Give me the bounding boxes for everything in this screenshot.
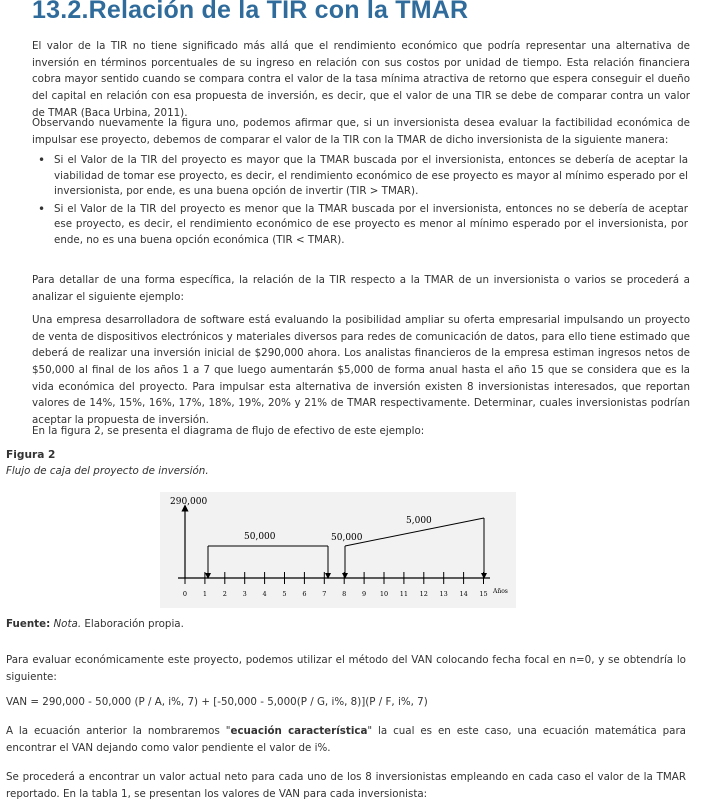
- year-label: 5: [282, 590, 287, 598]
- section-heading: 13.2.Relación de la TIR con la TMAR: [32, 0, 469, 24]
- year-label: 11: [399, 590, 409, 598]
- gradient-label: 5,000: [406, 516, 432, 526]
- p7-post: " la cual es en este caso, una ecuación matemática para encontrar el VAN dejando como valor pendiente el valor de i%.: [6, 725, 686, 754]
- content-card: [24, 0, 694, 440]
- year-label: 10: [379, 590, 389, 598]
- figure-label: Figura 2: [6, 449, 56, 461]
- paragraph-example: Una empresa desarrolladora de software está evaluando la posibilidad ampliar su oferta empresarial impulsando un proyecto de venta de dispositivos electrónicos y materiales diversos para redes de comunicación de datos, para ello tiene estimado que deberá de realizar una inversión inicial de $290,000 ahora. Los analistas financieros de la empresa estiman ingresos netos de $50,000 al final de los años 1 a 7 que luego aumentarán $5,000 de forma anual hasta el año 15 que se considera que es la vida económica del proyecto. Para impulsar esta alternativa de inversión existen 8 inversionistas interesados, que reportan valores de 14%, 15%, 16%, 17%, 18%, 19%, 20% y 21% de TMAR respectivamente. Determinar, cuales inversionistas podrían aceptar la propuesta de inversión.: [32, 314, 690, 426]
- year-labels: [183, 590, 488, 598]
- cash-flow-diagram: [160, 492, 516, 608]
- year-label: 0: [182, 590, 188, 598]
- year-label: 2: [222, 590, 227, 598]
- year-label: 13: [439, 590, 448, 598]
- investment-label: 290,000: [170, 497, 208, 507]
- paragraph-tir-meaning: El valor de la TIR no tiene significado más allá que el rendimiento económico que podría representar una alternativa de inversión en términos porcentuales de su ingreso en relación con sus costos por unidad de tiempo. Esta relación financiera cobra mayor sentido cuando se compara contra el valor de la tasa mínima atractiva de retorno que espera conseguir el dueño del capital en relación con esa propuesta de inversión, es decir, que el valor de una TIR se debe de comparar contra un valor de TMAR (Baca Urbina, 2011).: [32, 40, 690, 119]
- p7-bold: ecuación característica: [230, 725, 368, 738]
- p7-pre: A la ecuación anterior la nombraremos ": [6, 725, 231, 738]
- paragraph-van-method: Para evaluar económicamente este proyecto, podemos utilizar el método del VAN colocando fecha focal en n=0, y se obtendría lo siguiente:: [6, 654, 686, 683]
- year-label: 8: [342, 590, 347, 598]
- flow-2-label: 50,000: [331, 533, 363, 543]
- list-item: • Si el Valor de la TIR del proyecto es menor que la TMAR buscada por el inversionista, entonces no se debería de aceptar ese proyecto, es decir, el rendimiento económico de ese proyecto es menor al mínimo esperado por el inversionista, por ende, no es una buena opción económica (TIR < TMAR).: [36, 202, 688, 249]
- figure-caption: Flujo de caja del proyecto de inversión.: [6, 465, 209, 477]
- comparison-list: [36, 153, 688, 251]
- year-label: 12: [419, 590, 428, 598]
- year-label: 3: [242, 590, 247, 598]
- year-label: 1: [202, 590, 207, 598]
- year-label: 14: [459, 590, 468, 598]
- year-label: 7: [322, 590, 327, 598]
- equation: VAN = 290,000 - 50,000 (P / A, i%, 7) + [-50,000 - 5,000(P / G, i%, 8)](P / F, i%, 7): [6, 696, 428, 709]
- cash-flow-svg: [160, 492, 516, 608]
- paragraph-table-intro: Se procederá a encontrar un valor actual neto para cada uno de los 8 inversionistas empleando en cada caso el valor de la TMAR reportado. En la tabla 1, se presentan los valores de VAN para cada inversionista:: [6, 771, 686, 800]
- year-label: 4: [262, 590, 267, 598]
- source-text: Elaboración propia.: [81, 618, 184, 630]
- year-label: 6: [302, 590, 307, 598]
- year-label: 15: [479, 590, 488, 598]
- paragraph-characteristic-equation: [6, 723, 686, 756]
- paragraph-figure-ref: En la figura 2, se presenta el diagrama de flujo de efectivo de este ejemplo:: [32, 425, 425, 438]
- source-label: Fuente:: [6, 618, 51, 630]
- flow-1-label: 50,000: [244, 532, 276, 542]
- axis-label: Años: [493, 588, 508, 595]
- paragraph-observation: Observando nuevamente la figura uno, podemos afirmar que, si un inversionista desea evaluar la factibilidad económica de impulsar ese proyecto, debemos de comparar el valor de la TIR con la TMAR de dicho inversionista de la siguiente manera:: [32, 117, 690, 146]
- source-note: Nota.: [53, 618, 82, 630]
- paragraph-example-intro: Para detallar de una forma específica, la relación de la TIR respecto a la TMAR de un inversionista o varios se procederá a analizar el siguiente ejemplo:: [32, 274, 690, 303]
- list-item: • Si el Valor de la TIR del proyecto es mayor que la TMAR buscada por el inversionista, entonces se debería de aceptar la viabilidad de tomar ese proyecto, es decir, el rendimiento económico de ese proyecto es mayor al mínimo esperado por el inversionista, por ende, es una buena opción de invertir (TIR > TMAR).: [36, 153, 688, 200]
- figure-source: [6, 618, 184, 630]
- year-label: 9: [362, 590, 367, 598]
